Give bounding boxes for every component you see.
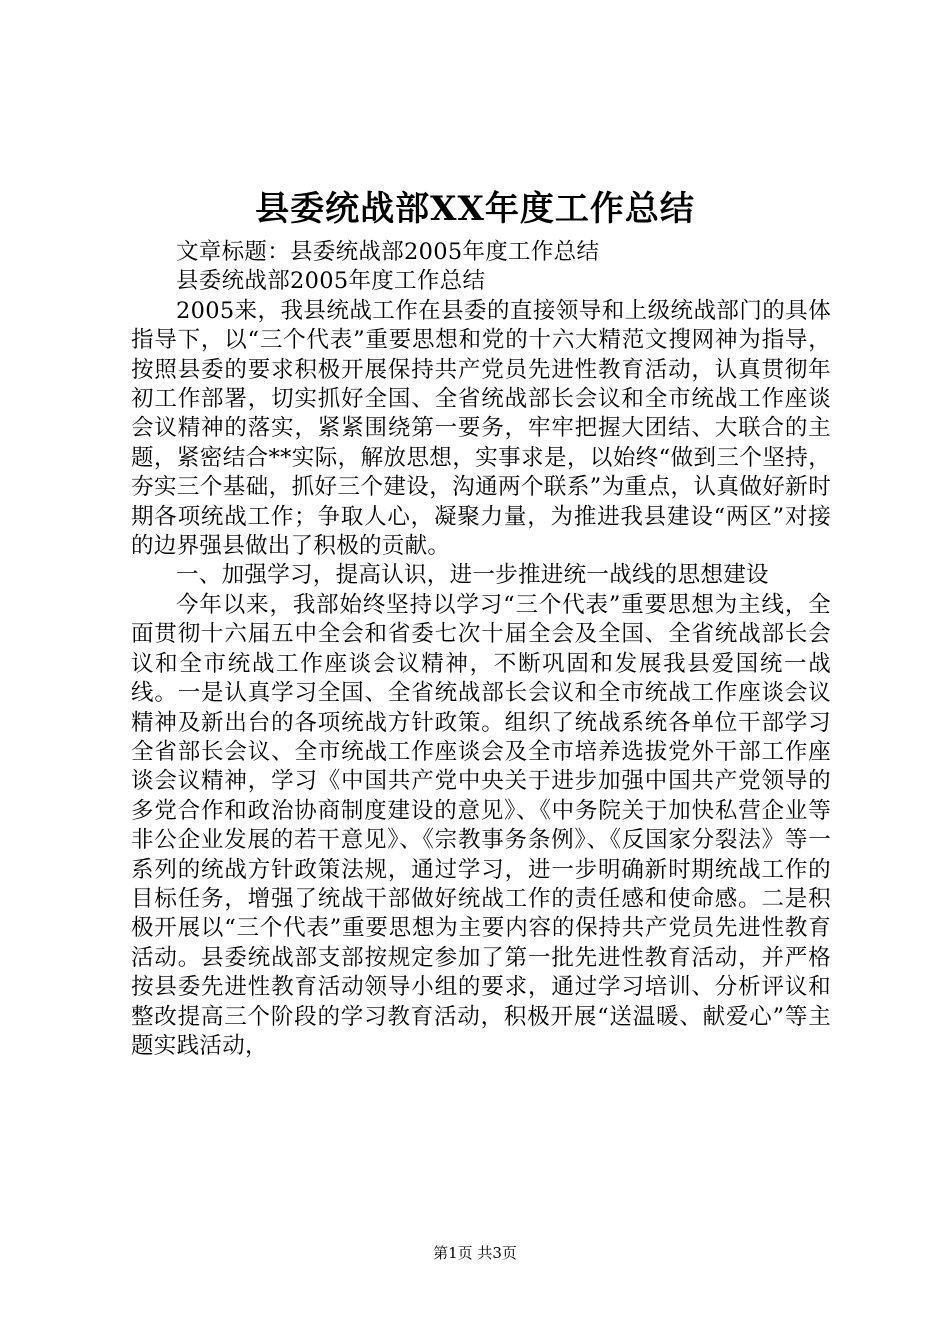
document-title: 县委统战部XX年度工作总结 <box>255 189 695 229</box>
section-paragraph: 今年以来，我部始终坚持以学习“三个代表”重要思想为主线，全面贯彻十六届五中全会和省委七次十届全会及全国、全省统战部长会议和全市统战工作座谈会议精神，不断巩固和发展我县爱国统一战线。一是认真学习全国、全省统战部长会议和全市统战工作座谈会议精神及新出台的各项统战方针政策。组织了统战系统各单位干部学习全省部长会议、全市统战工作座谈会及全市培养选拔党外干部工作座谈会议精神，学习《中国共产党中央关于进步加强中国共产党领导的多党合作和政治协商制度建设的意见》、《中务院关于加快私营企业等非公企业发展的若干意见》、《宗教事务条例》、《反国家分裂法》等一系列的统战方针政策法规，通过学习，进一步明确新时期统战工作的目标任务，增强了统战干部做好统战工作的责任感和使命感。二是积极开展以“三个代表”重要思想为主要内容的保持共产党员先进性教育活动。县委统战部支部按规定参加了第一批先进性教育活动，并严格按县委先进性教育活动领导小组的要求，通过学习培训、分析评议和整改提高三个阶段的学习教育活动，积极开展“送温暖、献爱心”等主题实践活动， <box>131 591 831 1059</box>
intro-paragraph: 2005来，我县统战工作在县委的直接领导和上级统战部门的具体指导下，以“三个代表”重要思想和党的十六大精范文搜网神为指导，按照县委的要求积极开展保持共产党员先进性教育活动，认真贯彻年初工作部署，切实抓好全国、全省统战部长会议和全市统战工作座谈会议精神的落实，紧紧围绕第一要务，牢牢把握大团结、大联合的主题，紧密结合**实际，解放思想，实事求是，以始终“做到三个坚持，夯实三个基础，抓好三个建设，沟通两个联系”为重点，认真做好新时期各项统战工作；争取人心，凝聚力量，为推进我县建设“两区”对接的边界强县做出了积极的贡献。 <box>131 297 831 560</box>
page-footer: 第1页 共3页 <box>433 1244 517 1262</box>
article-title-line: 文章标题：县委统战部2005年度工作总结 <box>176 239 600 265</box>
subtitle-line: 县委统战部2005年度工作总结 <box>176 268 486 295</box>
document-body <box>131 238 831 1061</box>
section-heading: 一、加强学习，提高认识，进一步推进统一战线的思想建设 <box>176 562 769 589</box>
